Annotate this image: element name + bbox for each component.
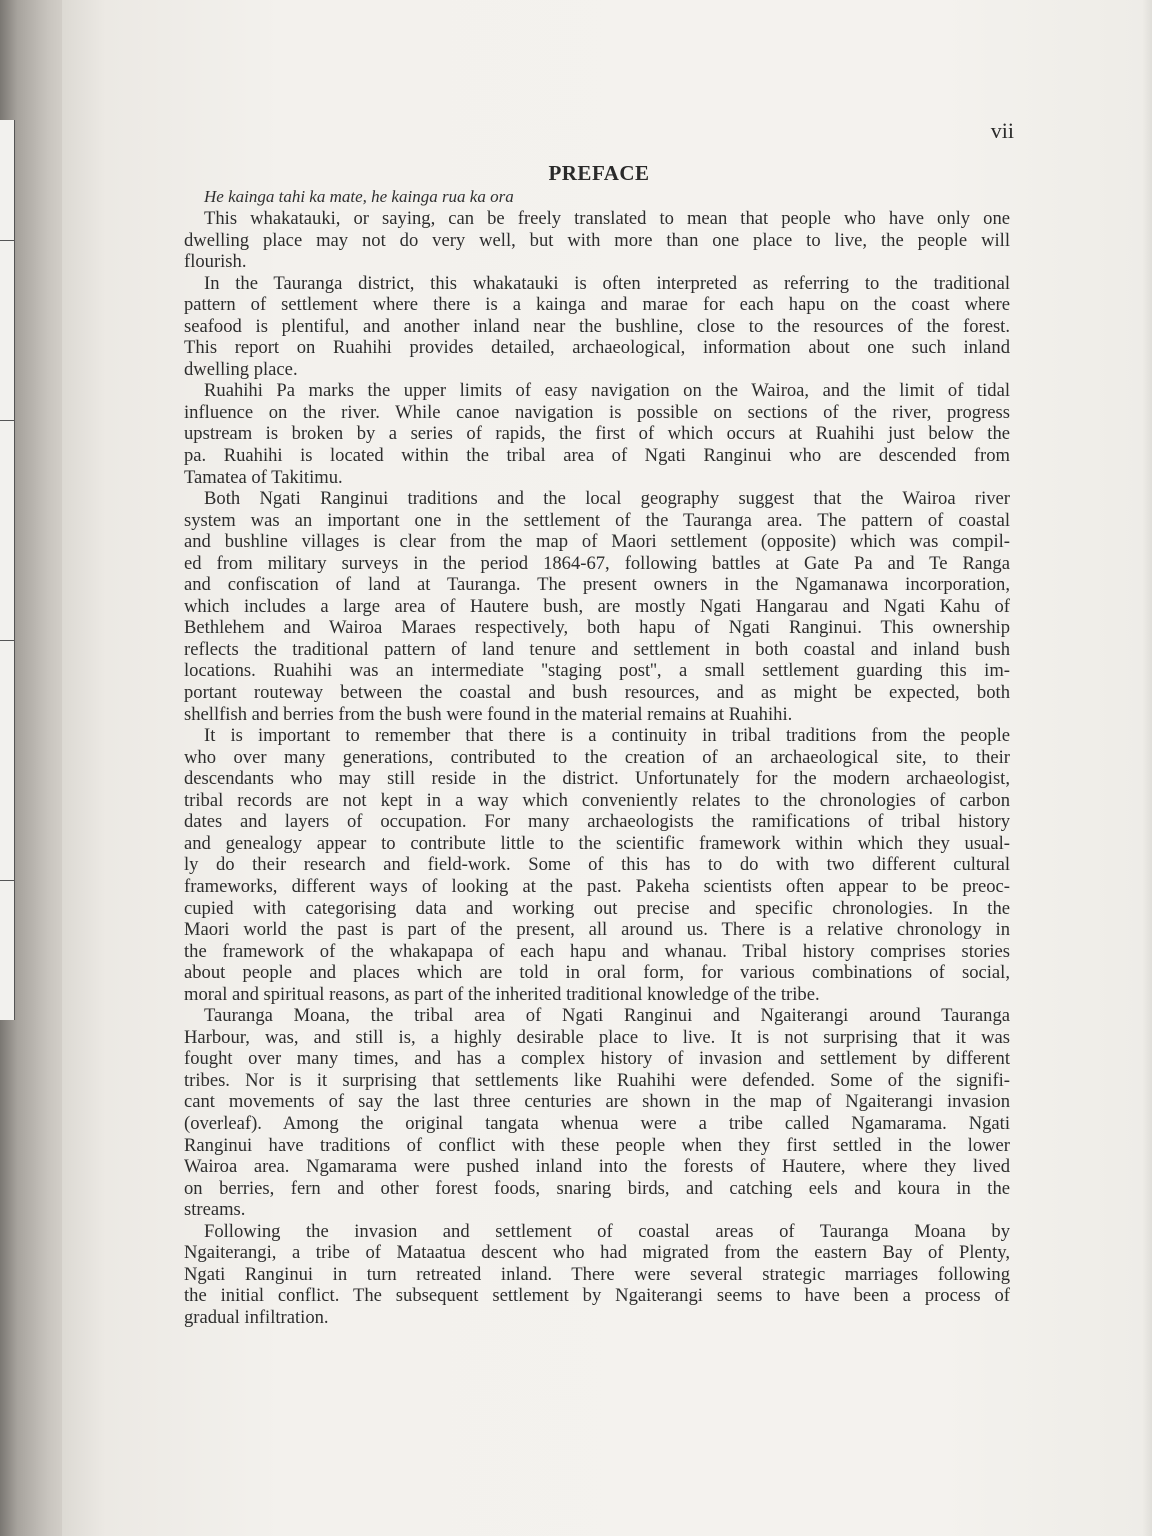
text-line: Tauranga Moana, the tribal area of Ngati Ranginui and Ngaiterangi around Tauranga	[204, 1005, 1010, 1027]
text-line: pa. Ruahihi is located within the tribal area of Ngati Ranginui who are descended from	[184, 445, 1010, 467]
text-line: fought over many times, and has a complex history of invasion and settlement by different	[184, 1048, 1010, 1070]
text-line: seafood is plentiful, and another inland near the bushline, close to the resources of the forest.	[184, 315, 1010, 337]
text-line: tribes. Nor is it surprising that settlements like Ruahihi were defended. Some of the signifi-	[184, 1069, 1010, 1091]
text-line: about people and places which are told in oral form, for various combinations of social,	[184, 962, 1010, 984]
text-line: locations. Ruahihi was an intermediate ''staging post'', a small settlement guarding this im-	[184, 660, 1010, 682]
text-line: Maori world the past is part of the present, all around us. There is a relative chronology in	[184, 919, 1010, 941]
text-line: frameworks, different ways of looking at the past. Pakeha scientists often appear to be preoc-	[184, 875, 1010, 897]
text-line: pattern of settlement where there is a kainga and marae for each hapu on the coast where	[184, 294, 1010, 316]
epigraph: He kainga tahi ka mate, he kainga rua ka ora	[204, 187, 514, 206]
text-line: upstream is broken by a series of rapids, the first of which occurs at Ruahihi just below the	[184, 423, 1010, 445]
text-line: flourish.	[184, 251, 247, 273]
text-line: who over many generations, contributed to the creation of an archaeological site, to their	[184, 746, 1010, 768]
text-line: cupied with categorising data and working out precise and specific chronologies. In the	[184, 897, 1010, 919]
text-line: portant routeway between the coastal and bush resources, and as might be expected, both	[184, 682, 1010, 704]
text-line: on berries, fern and other forest foods, snaring birds, and catching eels and koura in the	[184, 1177, 1010, 1199]
text-line: ly do their research and field-work. Some of this has to do with two different cultural	[184, 854, 1010, 876]
text-line: ed from military surveys in the period 1864-67, following battles at Gate Pa and Te Ranga	[184, 552, 1010, 574]
text-line: the framework of the whakapapa of each hapu and whanau. Tribal history comprises stories	[184, 940, 1010, 962]
page-title: PREFACE	[548, 161, 650, 185]
text-line: dates and layers of occupation. For many archaeologists the ramifications of tribal history	[184, 811, 1010, 833]
adjacent-page-rule	[0, 880, 14, 881]
text-line: gradual infiltration.	[184, 1306, 329, 1328]
text-line: Wairoa area. Ngamarama were pushed inland into the forests of Hautere, where they lived	[184, 1156, 1010, 1178]
text-line: This whakatauki, or saying, can be freely translated to mean that people who have only one	[204, 208, 1010, 229]
text-line: Ngaiterangi, a tribe of Mataatua descent who had migrated from the eastern Bay of Plenty,	[184, 1242, 1010, 1264]
text-line: cant movements of say the last three centuries are shown in the map of Ngaiterangi invasion	[184, 1091, 1010, 1113]
text-line: In the Tauranga district, this whakatauki is often interpreted as referring to the traditional	[204, 272, 1010, 294]
text-line: the initial conflict. The subsequent settlement by Ngaiterangi seems to have been a process of	[184, 1285, 1010, 1307]
adjacent-page-rule	[0, 420, 14, 421]
text-line: and bushline villages is clear from the map of Maori settlement (opposite) which was compil-	[184, 531, 1010, 553]
page-number: vii	[990, 118, 1014, 143]
text-line: This report on Ruahihi provides detailed, archaeological, information about one such inland	[184, 337, 1010, 359]
preface-body	[184, 208, 1010, 1328]
text-line: reflects the traditional pattern of land tenure and settlement in both coastal and inland bush	[184, 638, 1010, 660]
text-line: dwelling place may not do very well, but with more than one place to live, the people will	[184, 229, 1010, 251]
text-line: Bethlehem and Wairoa Maraes respectively, both hapu of Ngati Ranginui. This ownership	[184, 617, 1010, 639]
text-line: tribal records are not kept in a way which conveniently relates to the chronologies of carbon	[184, 789, 1010, 811]
adjacent-page-edge	[0, 120, 15, 1020]
text-line: and genealogy appear to contribute little to the scientific framework within which they usual-	[184, 832, 1010, 854]
text-line: Ngati Ranginui in turn retreated inland. There were several strategic marriages following	[184, 1263, 1010, 1285]
page-edge-shadow	[1142, 0, 1152, 1536]
adjacent-page-rule	[0, 640, 14, 641]
text-line: (overleaf). Among the original tangata whenua were a tribe called Ngamarama. Ngati	[184, 1112, 1010, 1134]
text-line: descendants who may still reside in the district. Unfortunately for the modern archaeologist,	[184, 768, 1010, 790]
text-line: Harbour, was, and still is, a highly desirable place to live. It is not surprising that it was	[184, 1026, 1010, 1048]
text-line: dwelling place.	[184, 358, 298, 380]
text-line: moral and spiritual reasons, as part of the inherited traditional knowledge of the tribe.	[184, 983, 820, 1005]
text-line: Following the invasion and settlement of coastal areas of Tauranga Moana by	[204, 1220, 1010, 1242]
text-line: Ruahihi Pa marks the upper limits of easy navigation on the Wairoa, and the limit of tidal	[204, 380, 1010, 402]
text-line: Both Ngati Ranginui traditions and the local geography suggest that the Wairoa river	[204, 488, 1010, 510]
text-line: It is important to remember that there is a continuity in tribal traditions from the people	[204, 725, 1010, 747]
text-line: which includes a large area of Hautere bush, are mostly Ngati Hangarau and Ngati Kahu of	[184, 595, 1010, 617]
text-line: Tamatea of Takitimu.	[184, 466, 343, 488]
text-line: Ranginui have traditions of conflict with these people when they first settled in the lower	[184, 1134, 1010, 1156]
text-line: and confiscation of land at Tauranga. The present owners in the Ngamanawa incorporation,	[184, 574, 1010, 596]
adjacent-page-rule	[0, 240, 14, 241]
text-line: streams.	[184, 1199, 246, 1221]
text-line: shellfish and berries from the bush were found in the material remains at Ruahihi.	[184, 703, 793, 725]
text-line: system was an important one in the settlement of the Tauranga area. The pattern of coastal	[184, 509, 1010, 531]
text-line: influence on the river. While canoe navigation is possible on sections of the river, progress	[184, 401, 1010, 423]
